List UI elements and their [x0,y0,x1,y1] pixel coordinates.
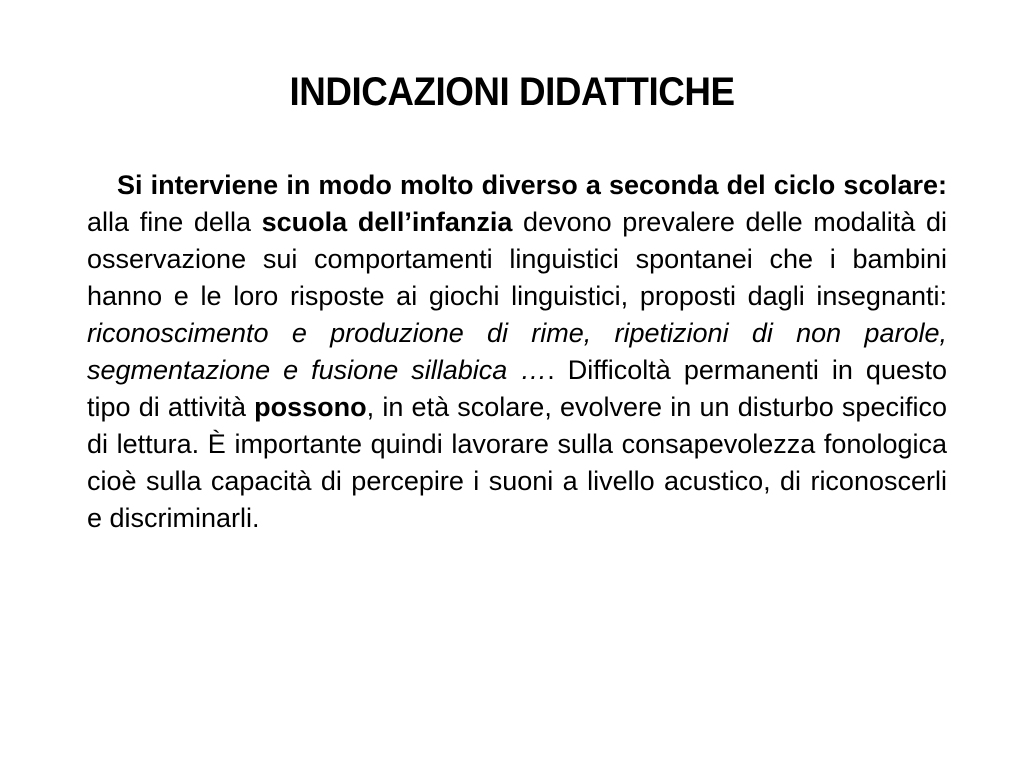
slide-body-paragraph [87,167,947,537]
body-italic-examples: riconoscimento e produzione di rime, ripetizioni di non parole, segmentazione e fusione sillabica … [87,318,947,385]
slide-title: INDICAZIONI DIDATTICHE [289,70,735,114]
body-text-1: alla fine della [87,207,262,237]
body-text-2: devono prevalere delle modalità di osservazione sui comportamenti linguistici spontanei che i bambini hanno e le loro risposte ai giochi linguistici, proposti dagli insegnanti: [87,207,947,311]
body-bold-intro: Si interviene in modo molto diverso a seconda del ciclo scolare: [117,170,947,200]
body-bold-scuola: scuola dell’infanzia [261,207,513,237]
body-text-3: . Difficoltà permanenti in questo tipo di attività [87,355,947,422]
body-bold-possono: possono [254,392,367,422]
body-text-4: , in età scolare, evolvere in un disturbo specifico di lettura. È importante quindi lavorare sulla consapevolezza fonologica cioè sulla capacità di percepire i suoni a livello acustico, di riconoscerli e discriminarli. [87,392,947,533]
